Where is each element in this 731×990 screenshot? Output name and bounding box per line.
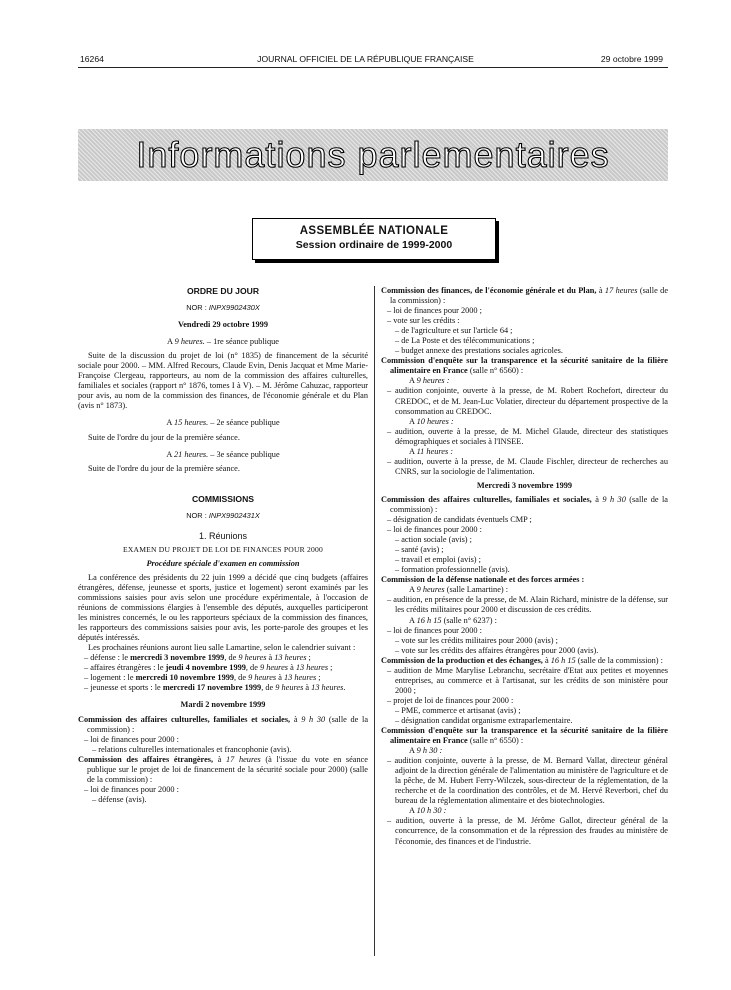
- list-item: – loi de finances pour 2000 :: [387, 525, 482, 535]
- commissions-heading: COMMISSIONS: [191, 493, 255, 504]
- list-subitem: – désignation candidat organisme extraparlementaire.: [395, 715, 573, 725]
- procedure-heading: Procédure spéciale d'examen en commission: [146, 558, 300, 568]
- list-item: – projet de loi de finances pour 2000 :: [387, 695, 514, 705]
- session-line: A 21 heures. – 3e séance publique: [166, 449, 280, 459]
- journal-title: JOURNAL OFFICIEL DE LA RÉPUBLIQUE FRANÇAISE: [257, 54, 474, 64]
- nor-code: INPX9902431X: [208, 510, 260, 520]
- list-subitem: – travail et emploi (avis) ;: [395, 555, 481, 565]
- time-line: A 9 heures (salle Lamartine) :: [409, 585, 509, 595]
- list-item: – vote sur les crédits :: [387, 316, 460, 326]
- time-line: A 9 h 30 :: [409, 746, 443, 756]
- list-item: – audition conjointe, ouverte à la presse, de M. Bernard Vallat, directeur général adjoint de la direction générale de l'alimentation au ministère de l'agriculture et de la pêche, de M. Hubert Ferry-Wilczek, sous-directeur de la réglementation, de la recherche et de la coordination des contrôles, et de M. Hervé Reverbori, chef du bureau de la réglementation alimentaire et des biotechnologies.: [387, 756, 668, 806]
- list-item: – audition de Mme Marylise Lebranchu, secrétaire d'Etat aux petites et moyennes entreprises, au commerce et à l'artisanat, sur les crédits de son ministère pour 2000 ;: [387, 665, 668, 695]
- time-line: A 16 h 15 (salle n° 6237) :: [409, 615, 497, 625]
- day-heading: Mardi 2 novembre 1999: [180, 700, 266, 710]
- calendar-item: – affaires étrangères : le jeudi 4 novembre 1999, de 9 heures à 13 heures ;: [84, 663, 333, 673]
- day-heading: Vendredi 29 octobre 1999: [178, 320, 268, 330]
- commission-entry: Commission des affaires culturelles, familiales et sociales, à 9 h 30 (salle de la commission) :: [381, 494, 668, 514]
- assembly-box: [252, 218, 496, 260]
- commission-entry: Commission des affaires étrangères, à 17 heures (à l'issue du vote en séance publique sur le projet de loi de financement de la sécurité sociale pour 2000) (salle de la commission) :: [78, 754, 368, 784]
- list-subitem: – action sociale (avis) ;: [395, 535, 472, 545]
- nor-code: INPX9902430X: [208, 303, 260, 313]
- session-line: A 15 heures. – 2e séance publique: [166, 418, 280, 428]
- reunions-heading: 1. Réunions: [198, 530, 248, 541]
- calendar-item: – défense : le mercredi 3 novembre 1999, de 9 heures à 13 heures ;: [84, 653, 311, 663]
- list-item: – audition, ouverte à la presse, de M. Michel Glaude, directeur des statistiques démographiques et sociales à l'INSEE.: [387, 426, 668, 446]
- paragraph: La conférence des présidents du 22 juin 1999 a décidé que cinq budgets (affaires étrangères, défense, jeunesse et sports, justice et logement) seront examinés par les commissions saisies pour avis selon une procédure expérimentale, à l'occasion de réunions de commissions élargies à l'ensemble des députés, auxquelles participeront les ministres concernés, le ou les rapporteurs spéciaux de la commission des finances, les rapporteurs des commissions saisies pour avis, les porte-parole des groupes et les députés intéressés.: [78, 572, 368, 643]
- list-subitem: – santé (avis) ;: [395, 545, 444, 555]
- commission-entry: Commission d'enquête sur la transparence et la sécurité sanitaire de la filière alimentaire en France (salle n° 6550) :: [381, 726, 668, 746]
- list-subitem: – vote sur les crédits militaires pour 2000 (avis) ;: [395, 635, 558, 645]
- header-rule: [78, 67, 668, 68]
- assembly-title: ASSEMBLÉE NATIONALE: [299, 225, 449, 237]
- session-text: Suite de la discussion du projet de loi (n° 1835) de financement de la sécurité sociale pour 2000. – MM. Alfred Recours, Claude Evin, Denis Jacquat et Mme Marie-Françoise Clergeau, rapporteurs, au nom de la commission des affaires culturelles, familiales et sociales (rapport n° 1876, tomes I à V). – M. Jérôme Cahuzac, rapporteur pour avis, au nom de la commission des finances, de l'économie générale et du Plan (avis n° 1873).: [78, 351, 368, 411]
- banner-title: Informations parlementaires: [136, 134, 610, 175]
- list-subitem: – défense (avis).: [92, 794, 147, 804]
- page-number: 16264: [80, 54, 104, 64]
- commission-entry: Commission des affaires culturelles, familiales et sociales, à 9 h 30 (salle de la commission) :: [78, 714, 369, 734]
- column-divider: [374, 286, 375, 956]
- commission-entry: Commission de la défense nationale et des forces armées :: [381, 575, 585, 585]
- paragraph: Les prochaines réunions auront lieu salle Lamartine, selon le calendrier suivant :: [88, 643, 356, 653]
- ordre-du-jour-heading: ORDRE DU JOUR: [186, 286, 260, 296]
- list-item: – loi de finances pour 2000 ;: [387, 306, 482, 316]
- list-item: – audition, ouverte à la presse, de M. Claude Fischler, directeur de recherches au CNRS, sur la sociologie de l'alimentation.: [387, 456, 668, 476]
- list-subitem: – vote sur les crédits des affaires étrangères pour 2000 (avis).: [395, 645, 599, 655]
- commission-entry: Commission des finances, de l'économie générale et du Plan, à 17 heures (salle de la commission) :: [381, 286, 668, 306]
- list-item: – désignation de candidats éventuels CMP ;: [387, 515, 532, 525]
- list-item: – audition conjointe, ouverte à la presse, de M. Robert Rochefort, directeur du CREDOC, et de M. Jean-Luc Volatier, directeur du département prospective de la consommation au CREDOC.: [387, 386, 668, 416]
- list-subitem: – PME, commerce et artisanat (avis) ;: [395, 705, 521, 715]
- time-line: A 11 heures :: [409, 446, 454, 456]
- list-subitem: – budget annexe des prestations sociales agricoles.: [395, 346, 563, 356]
- list-item: – audition, ouverte à la presse, de M. Jérôme Gallot, directeur général de la concurrence, de la consommation et de la répression des fraudes au ministère de l'économie, des finances et de l'industrie.: [387, 816, 668, 846]
- list-item: – audition, en présence de la presse, de M. Alain Richard, ministre de la défense, sur les crédits militaires pour 2000 et discussion de ces crédits.: [387, 595, 668, 615]
- session-text: Suite de l'ordre du jour de la première séance.: [88, 432, 240, 442]
- time-line: A 10 heures :: [409, 416, 454, 426]
- list-subitem: – de La Poste et des télécommunications ;: [395, 336, 535, 346]
- section-banner: [78, 129, 668, 181]
- examen-heading: EXAMEN DU PROJET DE LOI DE FINANCES POUR 2000: [123, 544, 323, 554]
- session-text: Suite de l'ordre du jour de la première séance.: [88, 463, 240, 473]
- nor-line: NOR : INPX9902430X: [186, 303, 260, 313]
- list-subitem: – relations culturelles internationales et francophonie (avis).: [92, 744, 292, 754]
- calendar-list: [78, 653, 368, 693]
- calendar-item: – jeunesse et sports : le mercredi 17 novembre 1999, de 9 heures à 13 heures.: [84, 683, 346, 693]
- right-column: [381, 286, 668, 847]
- time-line: A 10 h 30 :: [409, 806, 447, 816]
- list-item: – loi de finances pour 2000 :: [84, 734, 179, 744]
- left-column: [78, 286, 368, 805]
- day-heading: Mercredi 3 novembre 1999: [476, 480, 573, 490]
- list-item: – loi de finances pour 2000 :: [84, 784, 179, 794]
- session-title: Session ordinaire de 1999-2000: [295, 239, 453, 251]
- nor-line: NOR : INPX9902431X: [186, 510, 260, 520]
- commission-entry: Commission de la production et des échanges, à 16 h 15 (salle de la commission) :: [381, 655, 663, 665]
- commission-entry: Commission d'enquête sur la transparence et la sécurité sanitaire de la filière alimentaire en France (salle n° 6560) :: [381, 356, 668, 376]
- issue-date: 29 octobre 1999: [600, 54, 663, 64]
- list-subitem: – formation professionnelle (avis).: [395, 565, 510, 575]
- calendar-item: – logement : le mercredi 10 novembre 1999, de 9 heures à 13 heures ;: [84, 673, 321, 683]
- session-line: A 9 heures. – 1re séance publique: [167, 337, 279, 347]
- list-subitem: – de l'agriculture et sur l'article 64 ;: [395, 326, 513, 336]
- list-item: – loi de finances pour 2000 :: [387, 625, 482, 635]
- time-line: A 9 heures :: [409, 376, 450, 386]
